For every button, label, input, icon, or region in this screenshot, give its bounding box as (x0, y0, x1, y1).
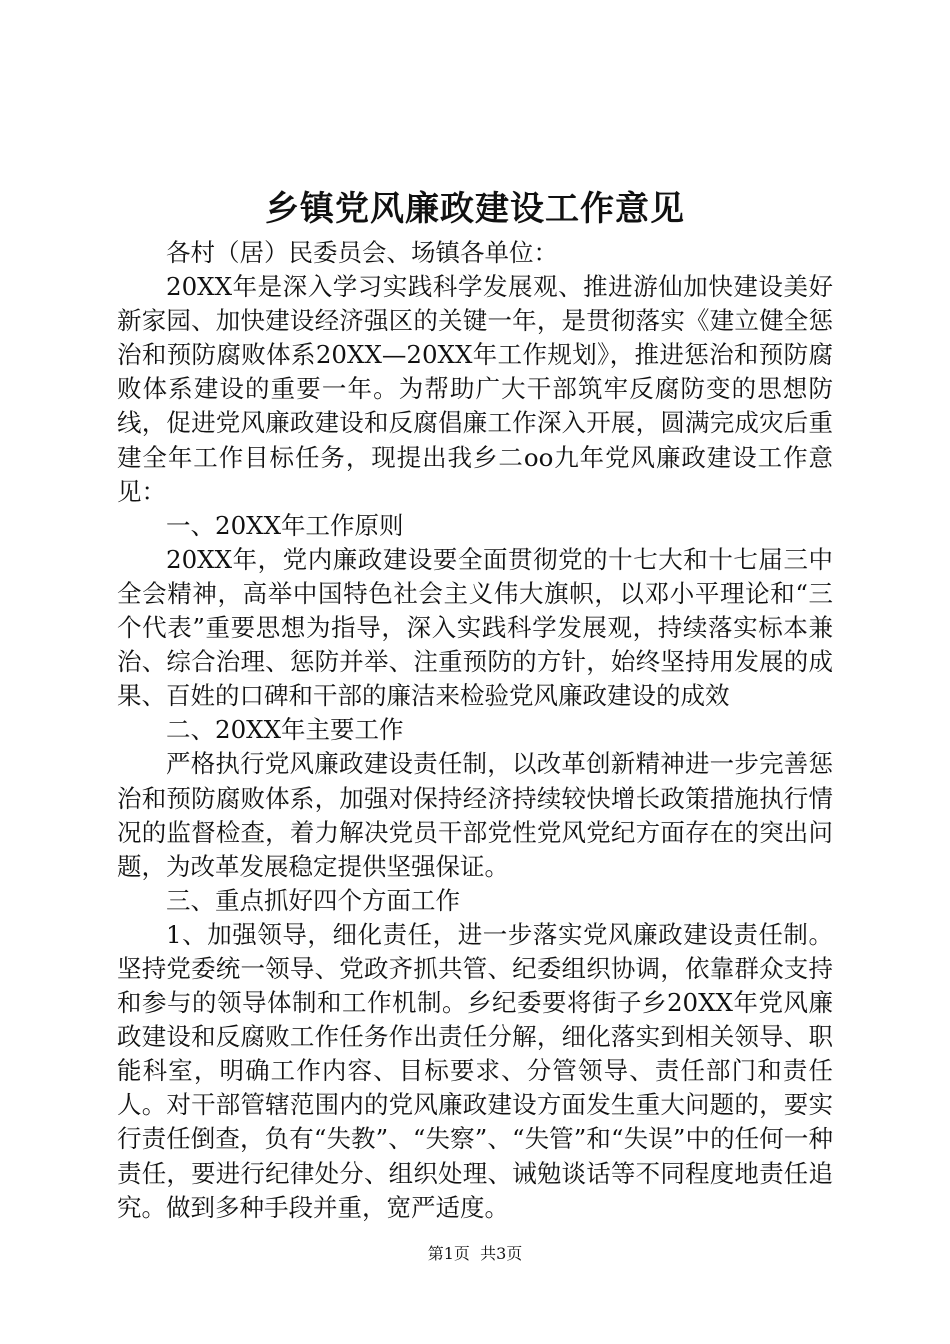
page-total: 共3页 (480, 1244, 523, 1263)
paragraph-item-1: 1、加强领导，细化责任，进一步落实党风廉政建设责任制。坚持党委统一领导、党政齐抓共管、纪委组织协调，依靠群众支持和参与的领导体制和工作机制。乡纪委要将街子乡20XX年党风廉政建设和反腐败工作任务作出责任分解，细化落实到相关领导、职能科室，明确工作内容、目标要求、分管领导、责任部门和责任人。对干部管辖范围内的党风廉政建设方面发生重大问题的，要实行责任倒查，负有“失教”、“失察”、“失管”和“失误”中的任何一种责任，要进行纪律处分、组织处理、诫勉谈话等不同程度地责任追究。做到多种手段并重，宽严适度。 (117, 919, 833, 1222)
document-title: 乡镇党风廉政建设工作意见 (265, 189, 685, 229)
page-number: 第1页 (427, 1244, 470, 1263)
paragraph-main-work: 严格执行党风廉政建设责任制，以改革创新精神进一步完善惩治和预防腐败体系，加强对保持经济持续较快增长政策措施执行情况的监督检查，着力解决党员干部党性党风党纪方面存在的突出问题，为改革发展稳定提供坚强保证。 (117, 749, 833, 881)
section-heading-1: 一、20XX年工作原则 (166, 510, 404, 540)
salutation: 各村（居）民委员会、场镇各单位： (166, 238, 558, 267)
paragraph-intro: 20XX年是深入学习实践科学发展观、推进游仙加快建设美好新家园、加快建设经济强区的关键一年，是贯彻落实《建立健全惩治和预防腐败体系20XX—20XX年工作规划》，推进惩治和预防腐败体系建设的重要一年。为帮助广大干部筑牢反腐防变的思想防线，促进党风廉政建设和反腐倡廉工作深入开展，圆满完成灾后重建全年工作目标任务，现提出我乡二oo九年党风廉政建设工作意见： (117, 272, 833, 506)
section-heading-3: 三、重点抓好四个方面工作 (166, 885, 460, 915)
page-footer (0, 1243, 950, 1265)
section-heading-2: 二、20XX年主要工作 (166, 715, 404, 745)
paragraph-principles: 20XX年，党内廉政建设要全面贯彻党的十七大和十七届三中全会精神，高举中国特色社会主义伟大旗帜，以邓小平理论和“三个代表”重要思想为指导，深入实践科学发展观，持续落实标本兼治、综合治理、惩防并举、注重预防的方针，始终坚持用发展的成果、百姓的口碑和干部的廉洁来检验党风廉政建设的成效 (117, 544, 833, 711)
document-body (117, 236, 833, 1225)
